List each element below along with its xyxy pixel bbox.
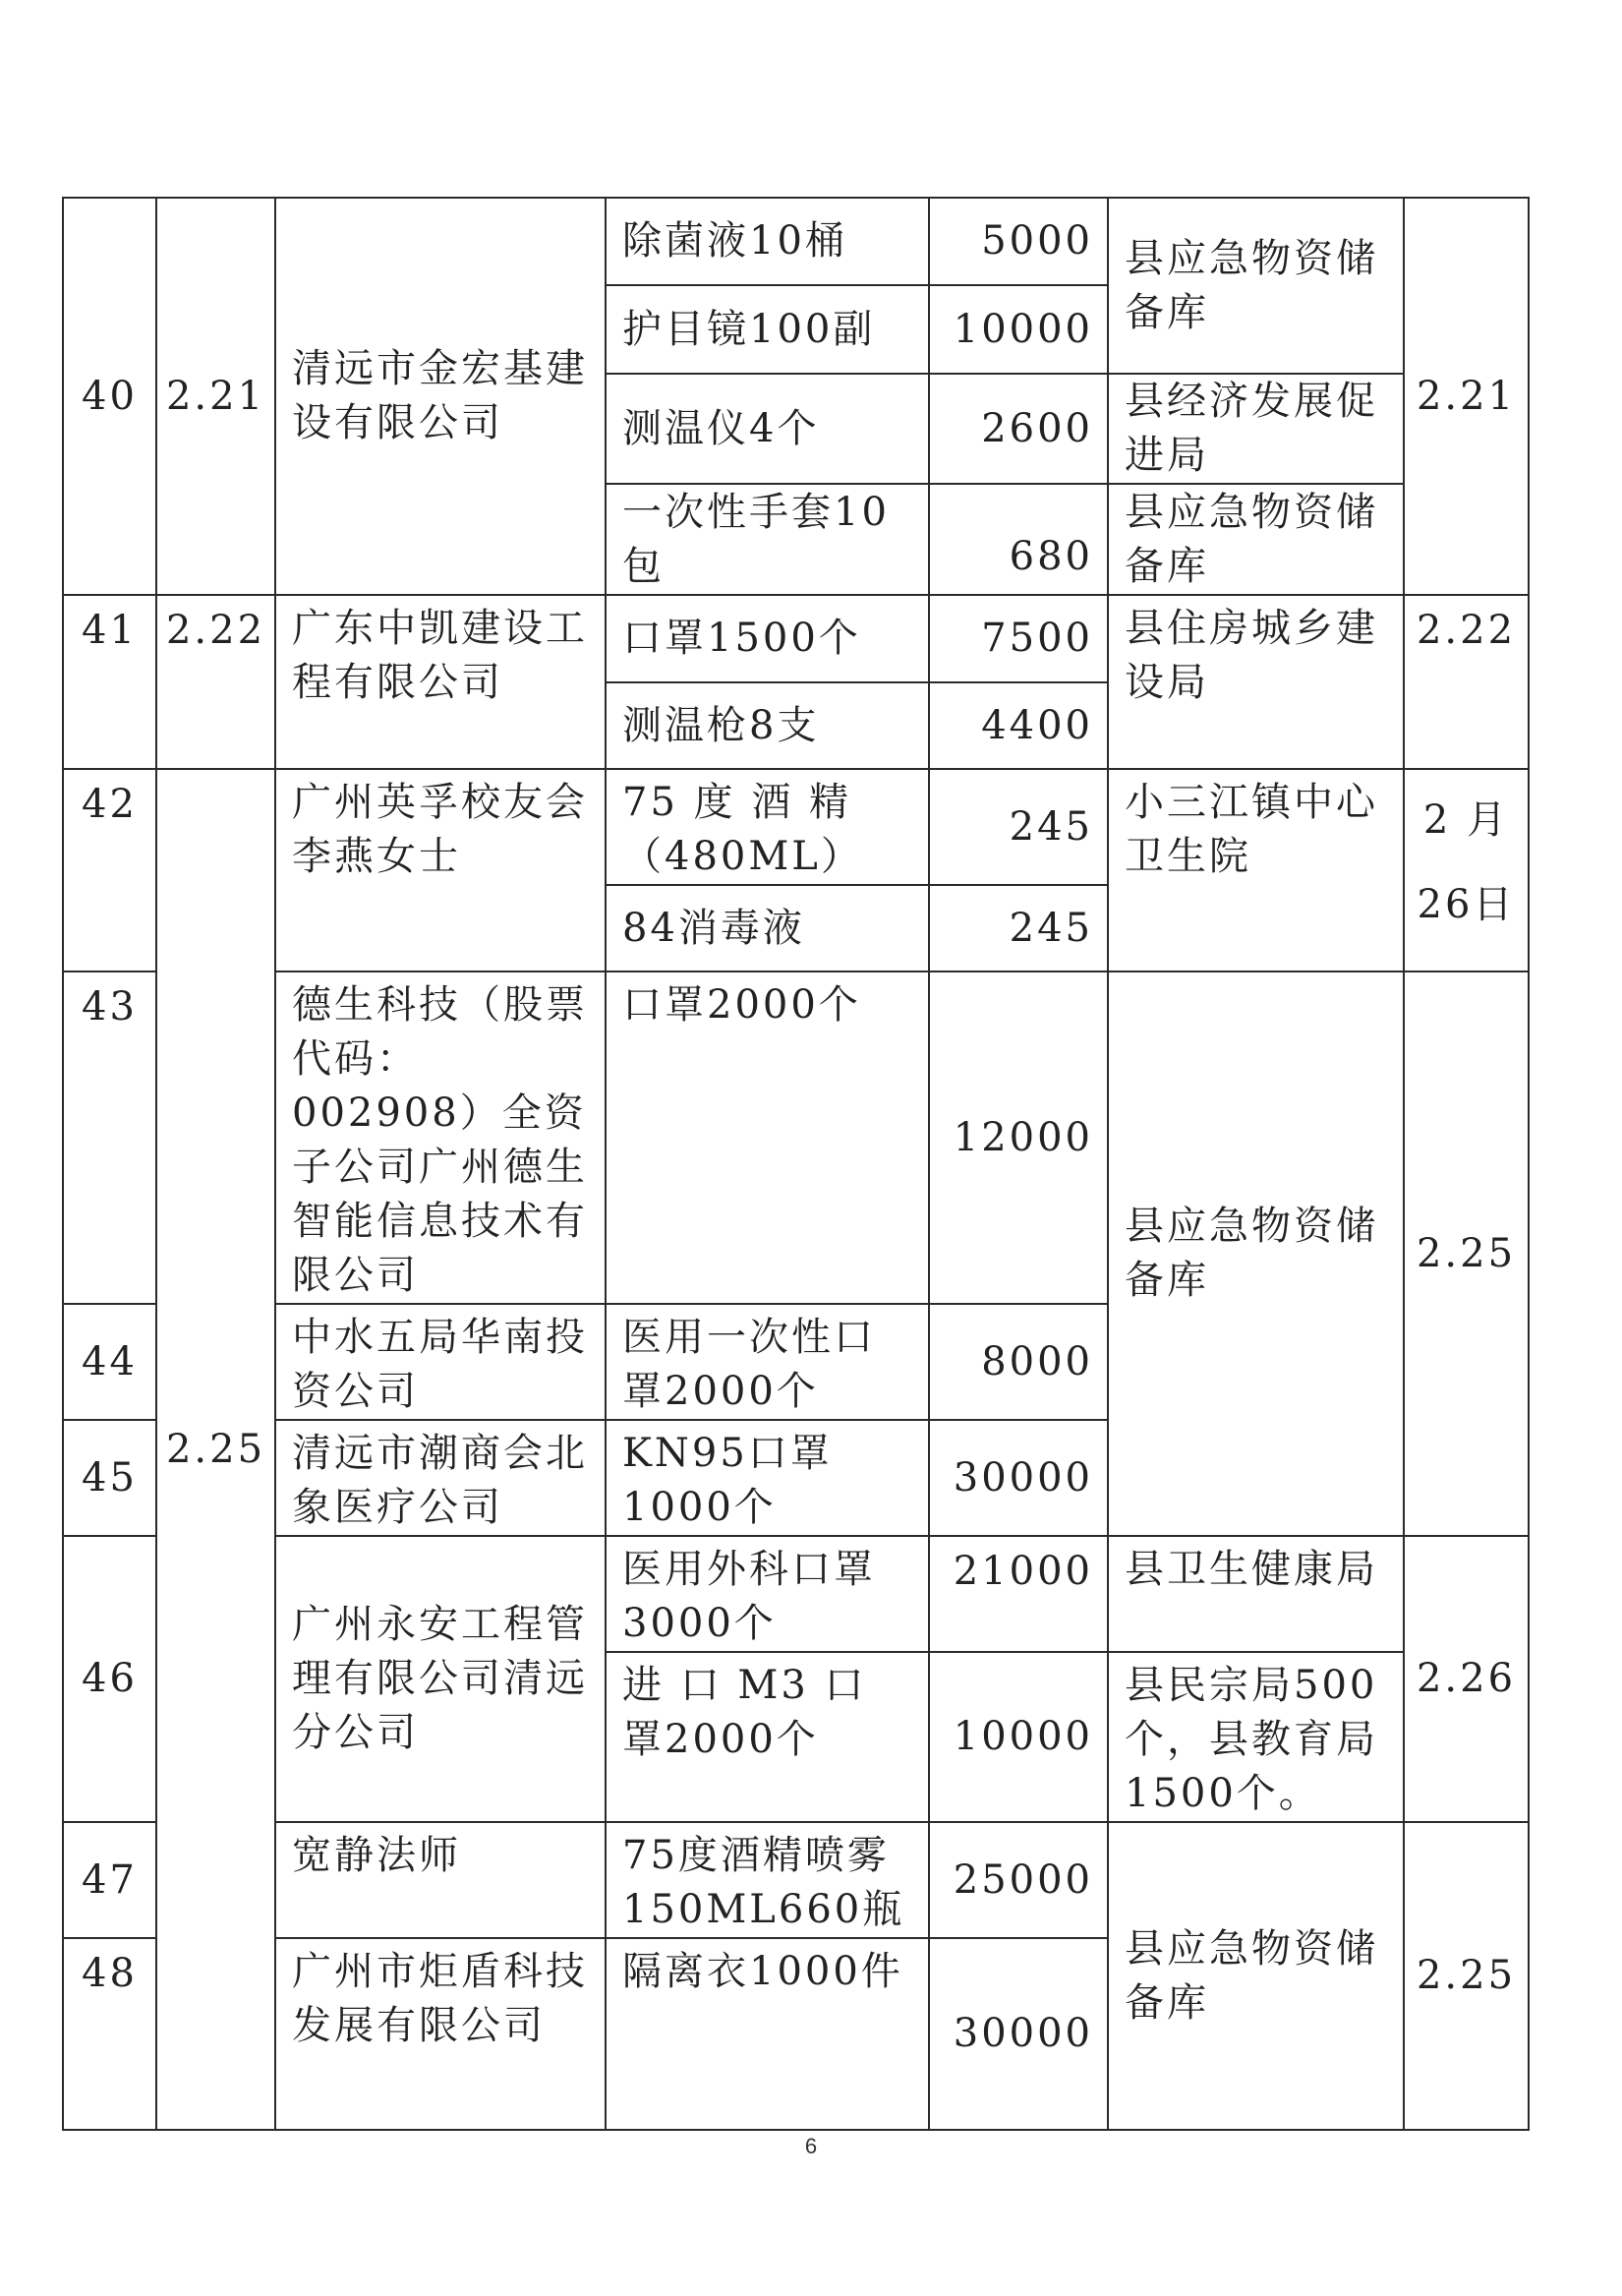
- item-value: 8000: [929, 1304, 1108, 1420]
- item-value: 10000: [929, 1652, 1108, 1822]
- recipient: 县应急物资储备库: [1108, 1822, 1404, 2130]
- donation-date: 2.21: [156, 198, 275, 595]
- donation-date: 2.25: [156, 769, 275, 2130]
- donated-item: 隔离衣1000件: [606, 1938, 929, 2130]
- donor-name: 清远市潮商会北象医疗公司: [275, 1420, 606, 1536]
- distribution-date: 2.22: [1404, 595, 1529, 769]
- donated-item: KN95口罩1000个: [606, 1420, 929, 1536]
- donated-item: 测温枪8支: [606, 682, 929, 769]
- item-value: 7500: [929, 595, 1108, 682]
- item-value: 680: [929, 484, 1108, 595]
- item-value: 245: [929, 885, 1108, 971]
- table-row: [63, 769, 1529, 885]
- donor-name: 广州永安工程管理有限公司清远分公司: [275, 1536, 606, 1822]
- item-value: 12000: [929, 971, 1108, 1304]
- row-number: 48: [63, 1938, 156, 2130]
- donated-item: 测温仪4个: [606, 374, 929, 484]
- item-value: 2600: [929, 374, 1108, 484]
- distribution-date: 2.25: [1404, 1822, 1529, 2130]
- row-number: 46: [63, 1536, 156, 1822]
- distribution-date: 2 月 26日: [1404, 769, 1529, 971]
- recipient: 县应急物资储备库: [1108, 484, 1404, 595]
- recipient: 县卫生健康局: [1108, 1536, 1404, 1652]
- donated-item: 口罩1500个: [606, 595, 929, 682]
- donated-item: 医用一次性口罩2000个: [606, 1304, 929, 1420]
- donor-name: 广州英孚校友会李燕女士: [275, 769, 606, 971]
- item-value: 30000: [929, 1938, 1108, 2130]
- recipient: 县民宗局500个，县教育局1500个。: [1108, 1652, 1404, 1822]
- item-value: 21000: [929, 1536, 1108, 1652]
- donated-item: 医用外科口罩3000个: [606, 1536, 929, 1652]
- donation-table: [62, 197, 1530, 2131]
- recipient: 县住房城乡建设局: [1108, 595, 1404, 769]
- donation-date: 2.22: [156, 595, 275, 769]
- item-value: 5000: [929, 198, 1108, 285]
- recipient: 县经济发展促进局: [1108, 374, 1404, 484]
- donated-item: 75 度 酒 精（480ML）: [606, 769, 929, 885]
- donated-item: 护目镜100副: [606, 285, 929, 374]
- row-number: 41: [63, 595, 156, 769]
- item-value: 30000: [929, 1420, 1108, 1536]
- donor-name: 清远市金宏基建设有限公司: [275, 198, 606, 595]
- table-row: [63, 198, 1529, 285]
- donated-item: 一次性手套10包: [606, 484, 929, 595]
- donor-name: 广州市炬盾科技发展有限公司: [275, 1938, 606, 2130]
- recipient: 小三江镇中心卫生院: [1108, 769, 1404, 971]
- recipient: 县应急物资储备库: [1108, 971, 1404, 1536]
- donated-item: 口罩2000个: [606, 971, 929, 1304]
- table-row: [63, 1536, 1529, 1652]
- item-value: 4400: [929, 682, 1108, 769]
- row-number: 42: [63, 769, 156, 971]
- donor-name: 广东中凯建设工程有限公司: [275, 595, 606, 769]
- row-number: 47: [63, 1822, 156, 1938]
- donated-item: 进 口 M3 口 罩2000个: [606, 1652, 929, 1822]
- item-value: 245: [929, 769, 1108, 885]
- donated-item: 75度酒精喷雾150ML660瓶: [606, 1822, 929, 1938]
- table-row: [63, 971, 1529, 1304]
- donor-name: 中水五局华南投资公司: [275, 1304, 606, 1420]
- row-number: 40: [63, 198, 156, 595]
- row-number: 45: [63, 1420, 156, 1536]
- item-value: 25000: [929, 1822, 1108, 1938]
- row-number: 44: [63, 1304, 156, 1420]
- table-row: [63, 595, 1529, 682]
- donated-item: 除菌液10桶: [606, 198, 929, 285]
- distribution-date: 2.25: [1404, 971, 1529, 1536]
- distribution-date: 2.21: [1404, 198, 1529, 595]
- recipient: 县应急物资储备库: [1108, 198, 1404, 374]
- item-value: 10000: [929, 285, 1108, 374]
- row-number: 43: [63, 971, 156, 1304]
- distribution-date: 2.26: [1404, 1536, 1529, 1822]
- table-row: [63, 1822, 1529, 1938]
- page-number: 6: [804, 2134, 818, 2158]
- donor-name: 宽静法师: [275, 1822, 606, 1938]
- donated-item: 84消毒液: [606, 885, 929, 971]
- donor-name: 德生科技（股票代码：002908）全资子公司广州德生智能信息技术有限公司: [275, 971, 606, 1304]
